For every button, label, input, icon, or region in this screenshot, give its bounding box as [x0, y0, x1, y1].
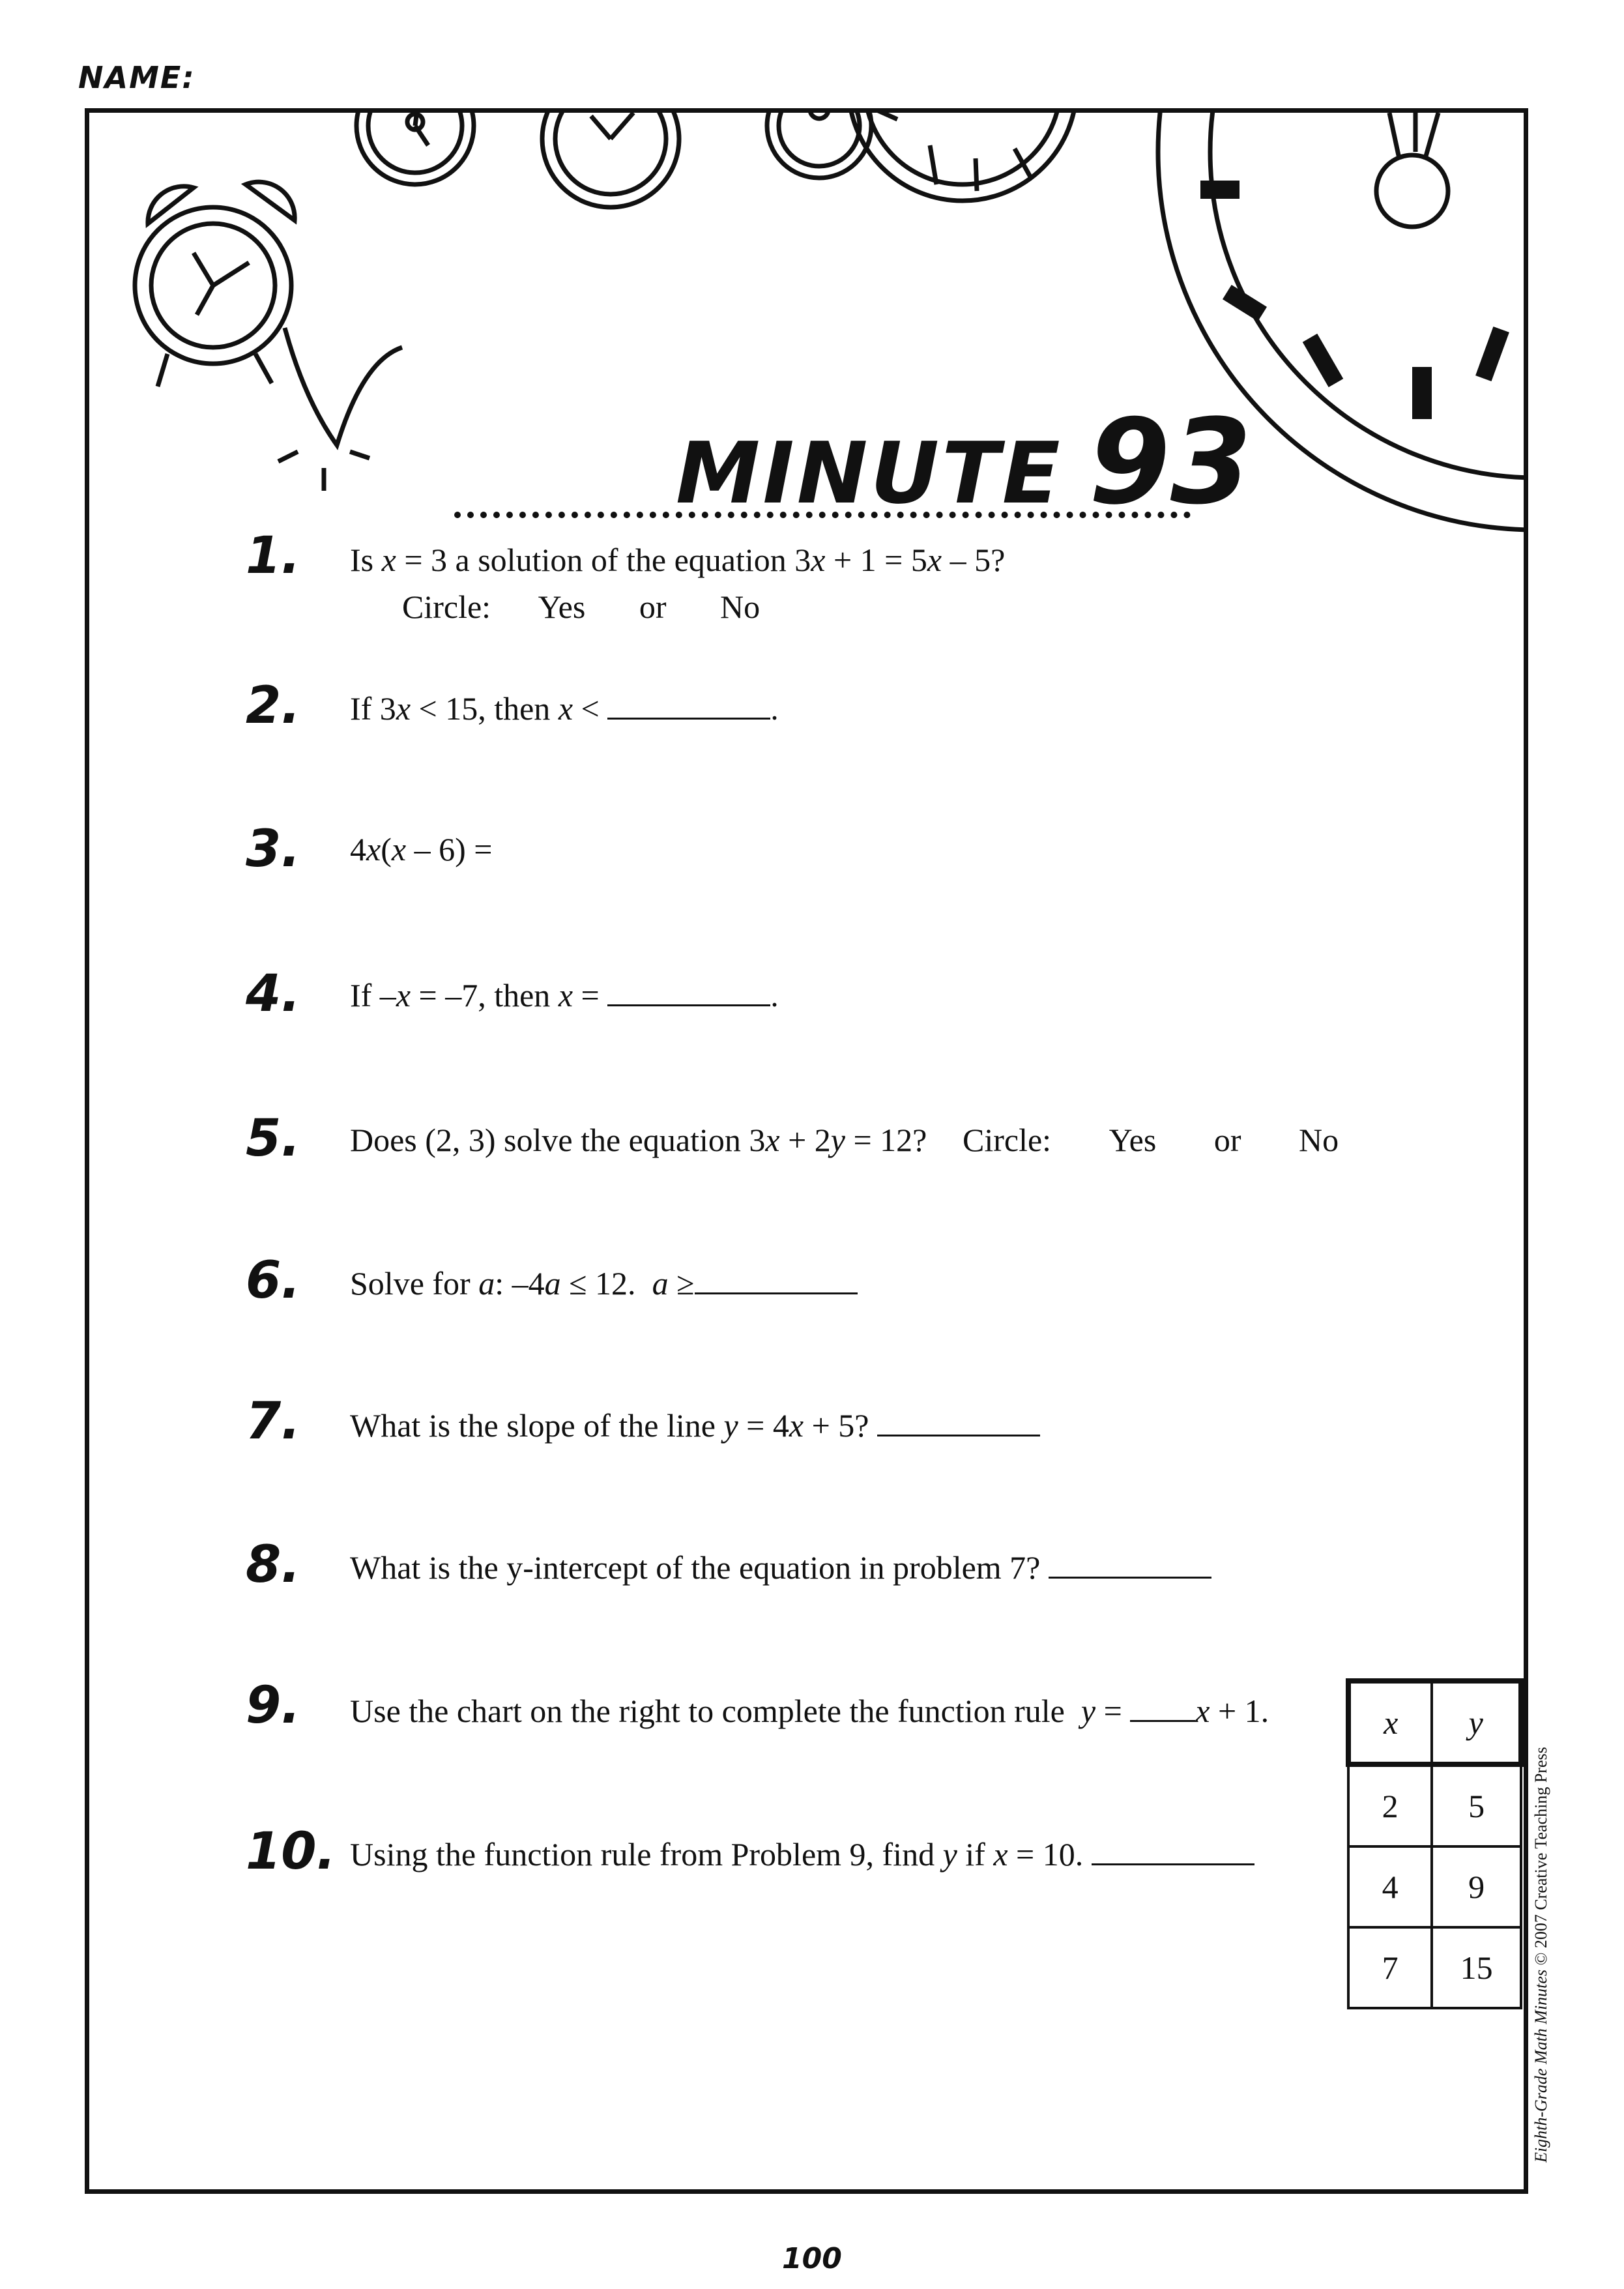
question-number: 2. [246, 677, 300, 735]
table-cell: 4 [1348, 1846, 1432, 1927]
answer-blank[interactable] [1130, 1690, 1195, 1722]
question-number: 8. [246, 1536, 300, 1594]
table-row [1348, 1927, 1521, 2008]
question-number: 6. [246, 1251, 300, 1310]
answer-blank[interactable] [607, 974, 770, 1006]
title-underline [454, 512, 1191, 518]
table-header-cell: x [1348, 1681, 1432, 1764]
copyright-line: Eighth-Grade Math Minutes © 2007 Creative Teaching Press [1531, 1747, 1550, 2163]
small-clock-icon [356, 113, 474, 184]
question-5-text: Does (2, 3) solve the equation 3x + 2y = 12? [350, 1122, 927, 1158]
answer-blank[interactable] [877, 1405, 1040, 1436]
page-number: 100 [782, 2242, 842, 2275]
question-1-circle-choice: Circle: Yes or No [402, 589, 761, 625]
table-row [1348, 1846, 1521, 1927]
question-8-text: What is the y-intercept of the equation in problem 7? [350, 1547, 1211, 1587]
question-9-text: Use the chart on the right to complete the function rule y = x + 1. [350, 1690, 1269, 1730]
answer-blank[interactable] [1092, 1833, 1254, 1865]
question-5-circle-choice: Circle: Yes or No [963, 1122, 1339, 1158]
function-table [1346, 1678, 1524, 2009]
page-title: MINUTE 93 [676, 394, 1253, 531]
answer-yes[interactable]: Yes [1109, 1122, 1157, 1158]
answer-yes[interactable]: Yes [538, 589, 586, 625]
question-1-text: Is x = 3 a solution of the equation 3x + 1 = 5x – 5? [350, 542, 1006, 578]
question-7-text: What is the slope of the line y = 4x + 5? [350, 1405, 1040, 1445]
question-number: 5. [246, 1109, 300, 1168]
answer-blank[interactable] [695, 1262, 858, 1294]
question-10-text: Using the function rule from Problem 9, find y if x = 10. [350, 1833, 1254, 1874]
question-number: 7. [246, 1392, 300, 1451]
question-2-text: If 3x < 15, then x < . [350, 688, 779, 728]
table-header-cell: y [1432, 1681, 1521, 1764]
question-number: 4. [246, 965, 300, 1023]
alarm-clock-icon [135, 182, 402, 491]
table-cell: 9 [1432, 1846, 1521, 1927]
question-number: 9. [246, 1676, 300, 1735]
table-row [1348, 1764, 1521, 1846]
question-6-text: Solve for a: –4a ≤ 12. a ≥ [350, 1262, 858, 1303]
table-header-row [1348, 1681, 1521, 1764]
small-clock-icon [848, 113, 1077, 201]
question-4-text: If –x = –7, then x = . [350, 974, 779, 1015]
answer-no[interactable]: No [1298, 1122, 1339, 1158]
table-cell: 7 [1348, 1927, 1432, 2008]
table-cell: 5 [1432, 1764, 1521, 1846]
table-cell: 15 [1432, 1927, 1521, 2008]
question-number: 10. [246, 1822, 336, 1881]
answer-no[interactable]: No [719, 589, 761, 625]
answer-blank[interactable] [1049, 1547, 1211, 1579]
table-cell: 2 [1348, 1764, 1432, 1846]
name-label: NAME: [78, 60, 196, 95]
worksheet-frame [85, 108, 1528, 2194]
question-number: 1. [246, 527, 300, 585]
question-3-text: 4x(x – 6) = [350, 831, 493, 867]
small-clock-icon [542, 113, 679, 207]
question-number: 3. [246, 820, 300, 879]
answer-blank[interactable] [607, 688, 770, 720]
